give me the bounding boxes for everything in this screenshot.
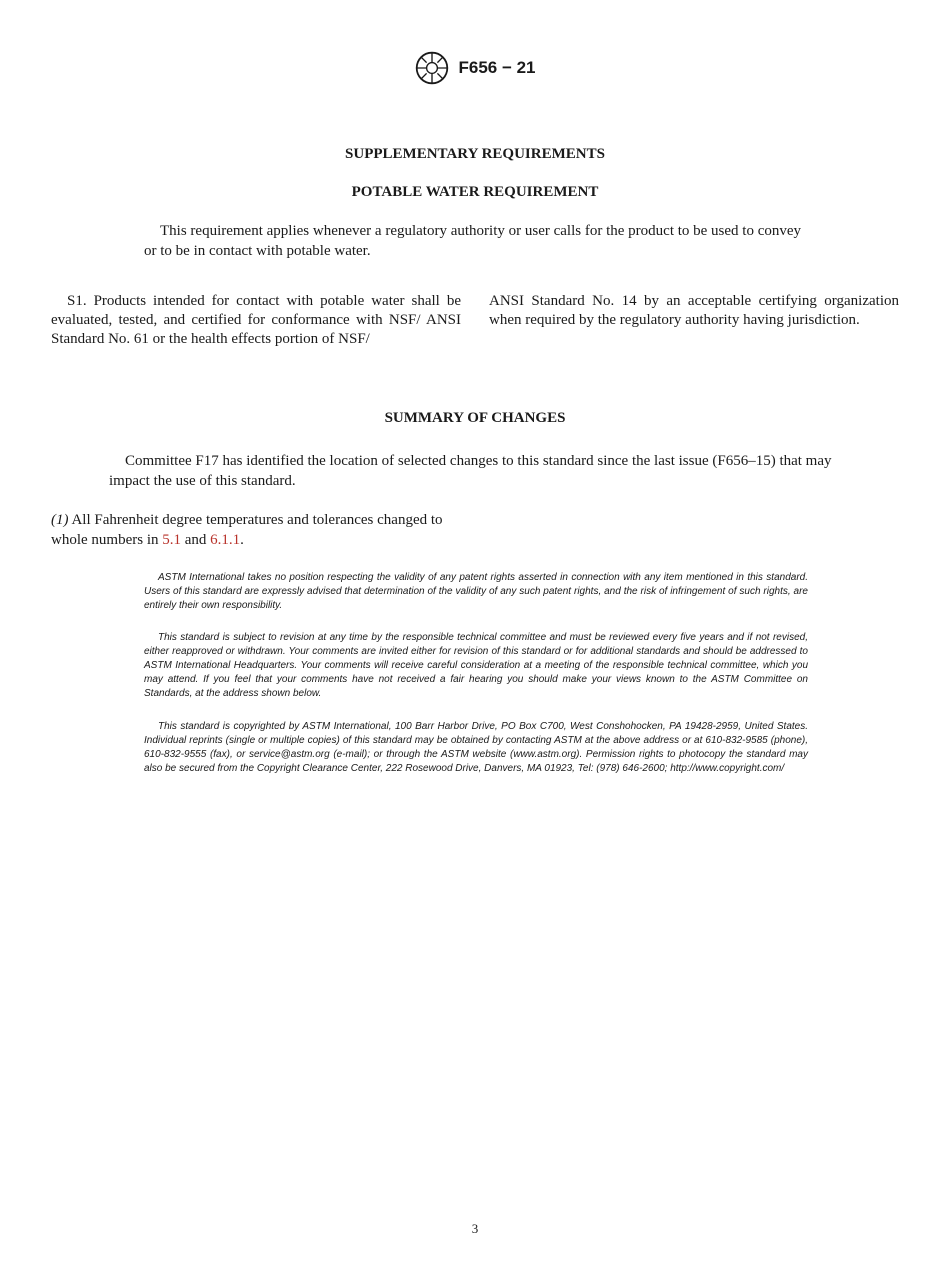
change-item-end: . [240, 531, 244, 548]
page-header [0, 50, 950, 91]
page-number: 3 [471, 1221, 479, 1236]
astm-logo-icon [414, 50, 450, 86]
revision-notice: This standard is subject to revision at any time by the responsible technical committee and must be reviewed every five years and if not revised, either reapproved or withdrawn. Your comments are invited either for revision of this standard or for additional standards and should be addressed to ASTM International Headquarters. Your comments will receive careful consideration at a meeting of the responsible technical committee, which you may attend. If you feel that your comments have not received a fair hearing you should make your views known to the ASTM Committee on Standards, at the address shown below. [144, 632, 808, 699]
patent-notice: ASTM International takes no position respecting the validity of any patent rights asserted in connection with any item mentioned in this standard. Users of this standard are expressly advised that determination of the validity of any such patent rights, and the risk of infringement of such rights, are entirely their own responsibility. [144, 572, 808, 611]
s1-paragraph-part1: S1. Products intended for contact with potable water shall be evaluated, tested, and certified for conformance with NSF/ ANSI Standard No. 61 or the health effects portion of NSF/ [51, 293, 461, 347]
summary-intro: Committee F17 has identified the location of selected changes to this standard since the last issue (F656–15) that may impact the use of this standard. [109, 453, 832, 489]
change-item-text: All Fahrenheit degree temperatures and tolerances changed to whole numbers in [51, 512, 443, 548]
change-item-number: (1) [51, 512, 69, 528]
s1-paragraph-part2: ANSI Standard No. 14 by an acceptable certifying organization when required by the regulatory authority having jurisdiction. [489, 293, 899, 328]
copyright-notice: This standard is copyrighted by ASTM International, 100 Barr Harbor Drive, PO Box C700, West Conshohocken, PA 19428-2959, United States. Individual reprints (single or multiple copies) of this standard may be obtained by contacting ASTM at the above address or at 610-832-9585 (phone), 610-832-9555 (fax), or service@astm.org (e-mail); or through the ASTM website (www.astm.org). Permission rights to photocopy the standard may also be secured from the Copyright Clearance Center, 222 Rosewood Drive, Danvers, MA 01923, Tel: (978) 646-2600; http://www.copyright.com/ [144, 721, 808, 774]
change-item-and: and [184, 531, 207, 548]
supplementary-heading: SUPPLEMENTARY REQUIREMENTS [345, 146, 605, 162]
s1-left-column [51, 292, 461, 349]
summary-heading: SUMMARY OF CHANGES [384, 410, 566, 426]
supplementary-intro: This requirement applies whenever a regulatory authority or user calls for the product to be used to convey or to be in contact with potable water. [144, 223, 802, 259]
potable-water-heading: POTABLE WATER REQUIREMENT [351, 184, 599, 200]
document-id: F656 − 21 [458, 58, 536, 77]
change-item-1 [51, 511, 466, 550]
section-link-6-1-1[interactable]: 6.1.1 [210, 531, 241, 548]
section-link-5-1[interactable]: 5.1 [162, 531, 181, 548]
s1-right-column [489, 292, 899, 330]
